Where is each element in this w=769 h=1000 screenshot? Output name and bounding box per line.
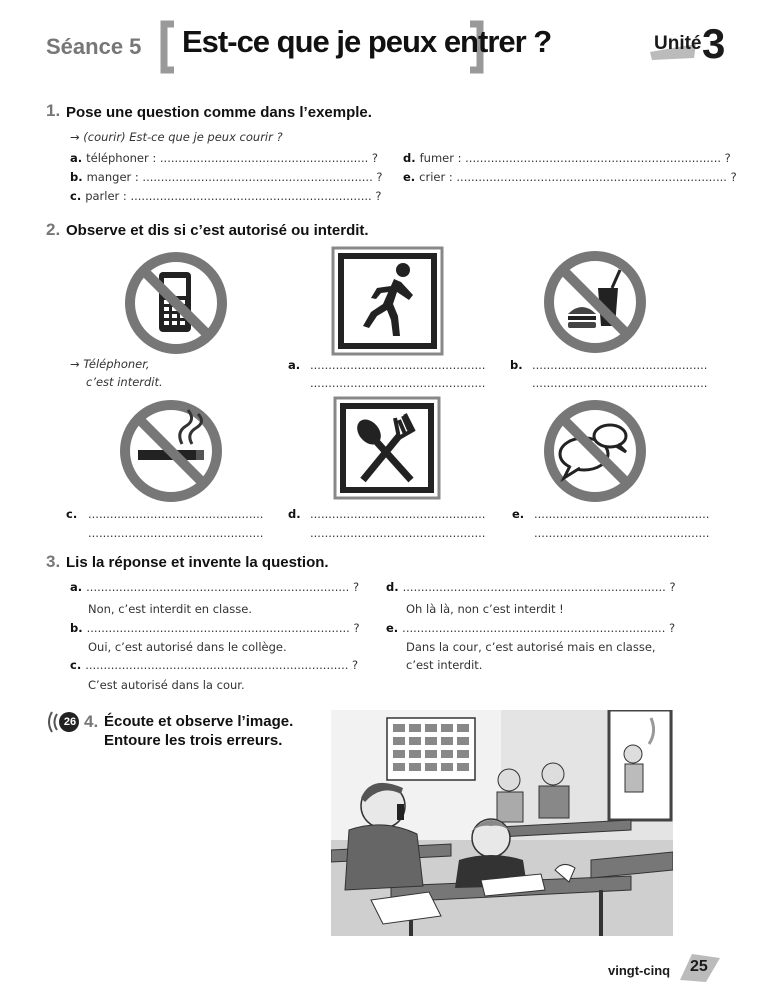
eating-allowed-sign-icon [333,396,441,500]
no-food-sign-icon [540,248,650,356]
exercise-3-answer: Non, c’est interdit en classe. [88,602,252,616]
unit-label: Unité [654,33,702,54]
exercise-3-number: 3. [46,552,61,571]
answer-line[interactable]: ................................................ [532,358,708,372]
answer-line[interactable]: ................................................ [534,507,710,521]
exercise-2-answer-c: c. [66,507,78,521]
exercise-1-item: a. téléphoner : ......................................................... ? [70,151,379,165]
answer-line[interactable]: ................................................ [310,376,486,390]
answer-line[interactable]: ................................................ [88,526,264,540]
exercise-2-answer-a: a. [288,358,301,372]
answer-line[interactable]: ................................................ [310,358,486,372]
exercise-3-question[interactable]: a. ........................................................................ ? [70,580,360,594]
answer-line[interactable]: ................................................ [532,376,708,390]
exercise-3-answer: Oh là là, non c’est interdit ! [406,602,564,616]
exercise-3-question[interactable]: e. ........................................................................ ? [386,621,676,635]
answer-line[interactable]: ................................................ [310,507,486,521]
exercise-3-question[interactable]: d. ........................................................................ ? [386,580,676,594]
answer-line[interactable]: ................................................ [88,507,264,521]
seance-label: Séance 5 [46,34,142,59]
exercise-2-answer-e: e. [512,507,525,521]
exercise-3-answer: Dans la cour, c’est autorisé mais en classe, [406,640,656,654]
exercise-2-answer-d: d. [288,507,301,521]
exercise-1-heading: Pose une question comme dans l’exemple. [66,104,372,121]
exercise-3-question[interactable]: b. ........................................................................ ? [70,621,360,635]
exercise-1-item: c. parler : .................................................................. ? [70,189,382,203]
no-talking-sign-icon [540,398,650,504]
page-title: Est-ce que je peux entrer ? [182,24,552,59]
exercise-4-heading-line2: Entoure les trois erreurs. [104,732,283,749]
no-phone-sign-icon [123,250,229,356]
exercise-1-item: d. fumer : ...................................................................... ? [403,151,731,165]
answer-line[interactable]: ................................................ [534,526,710,540]
unit-number: 3 [702,20,726,67]
exercise-3-answer: Oui, c’est autorisé dans le collège. [88,640,287,654]
exercise-1-item: e. crier : .......................................................................... ? [403,170,737,184]
classroom-illustration [331,710,673,936]
exercise-3-answer: C’est autorisé dans la cour. [88,678,245,692]
exercise-2-heading: Observe et dis si c’est autorisé ou interdit. [66,222,369,239]
exercise-3-question[interactable]: c. ........................................................................ ? [70,658,359,672]
exercise-2-example-line2: c’est interdit. [86,375,163,389]
exercise-2-answer-b: b. [510,358,523,372]
answer-line[interactable]: ................................................ [310,526,486,540]
exercise-2-example-line1: → Téléphoner, [70,357,150,371]
exercise-4-number: 4. [84,712,99,731]
exercise-1-number: 1. [46,101,61,120]
exercise-2-number: 2. [46,220,61,239]
exercise-1-example: → (courir) Est-ce que je peux courir ? [70,130,283,144]
exercise-1-item: b. manger : ............................................................... ? [70,170,383,184]
exercise-3-answer: c’est interdit. [406,658,483,672]
running-allowed-sign-icon [331,246,444,356]
exercise-4-heading-line1: Écoute et observe l’image. [104,713,294,730]
no-smoking-sign-icon [118,398,224,504]
exercise-3-heading: Lis la réponse et invente la question. [66,554,329,571]
page-number: 25 [690,958,708,975]
page-number-words: vingt-cinq [608,963,671,978]
audio-track-number: 26 [63,716,77,728]
